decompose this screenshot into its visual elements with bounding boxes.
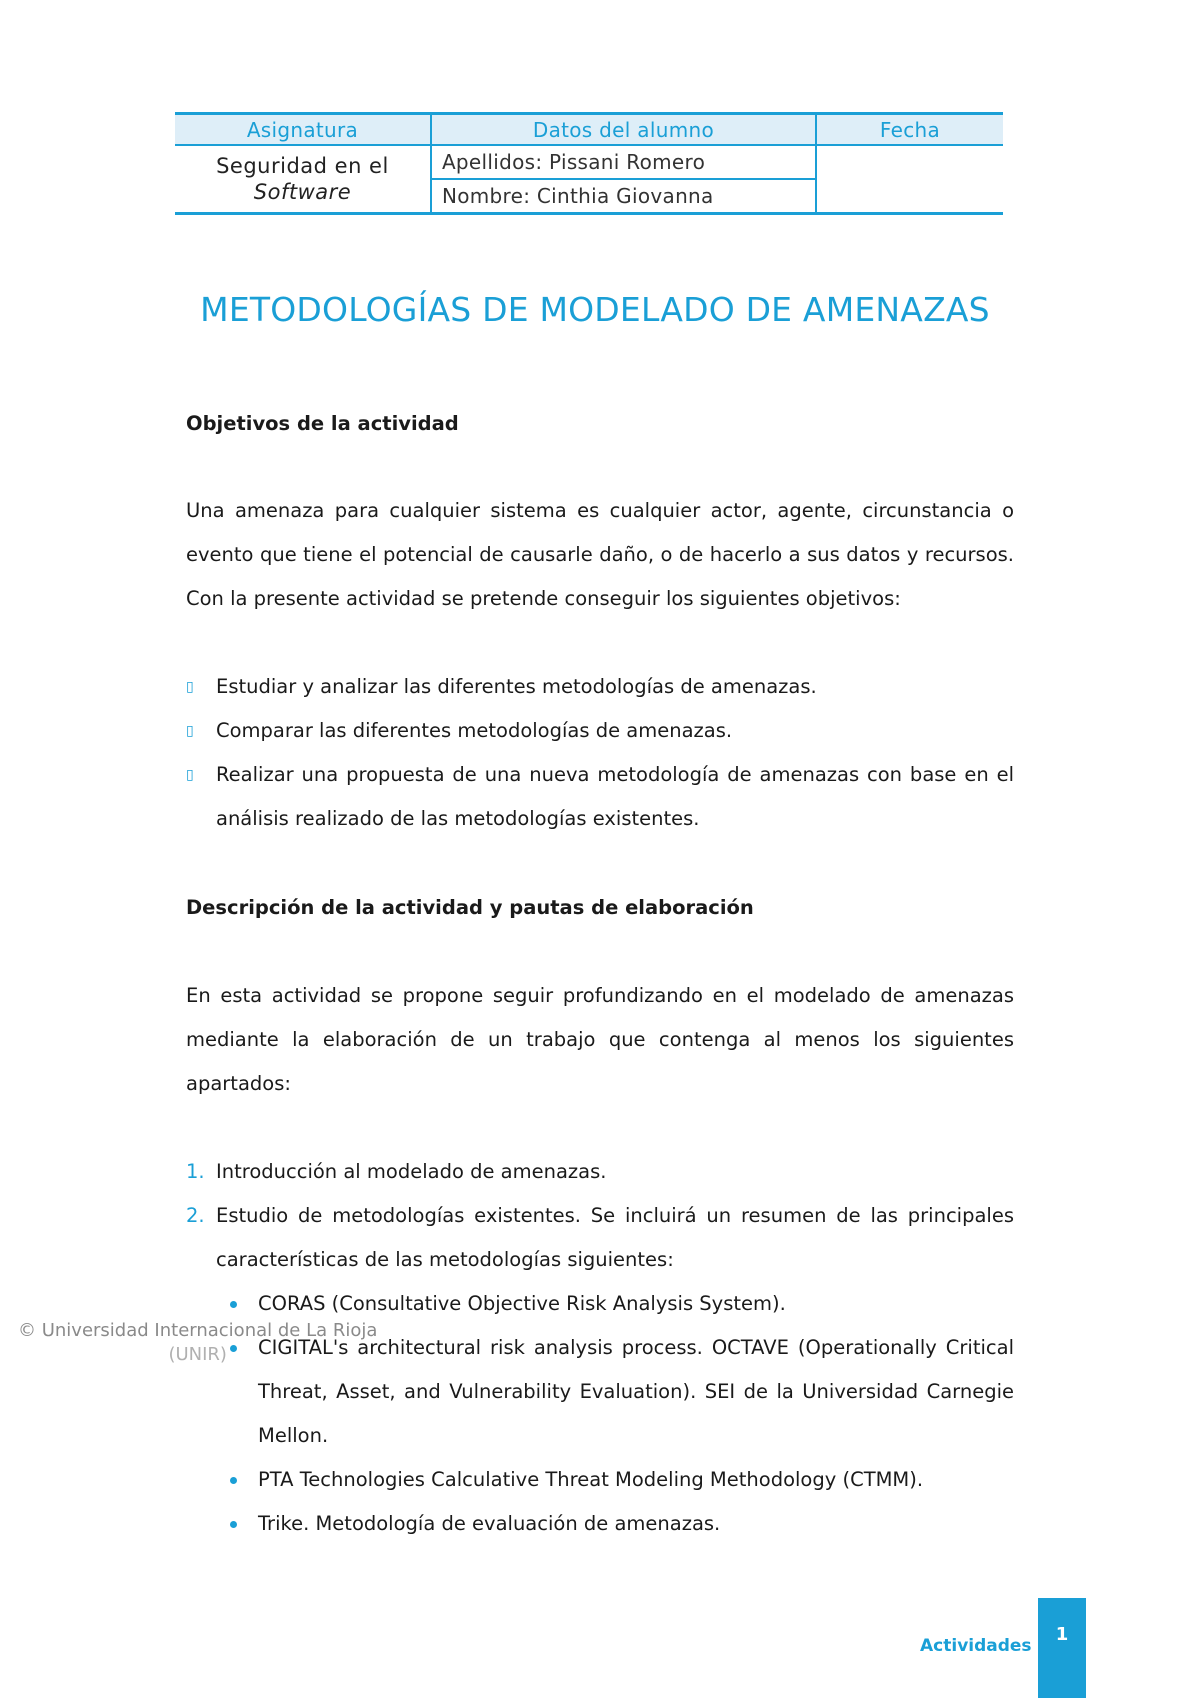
objectives-list xyxy=(186,665,1014,841)
list-item: 1. Introducción al modelado de amenazas. xyxy=(186,1150,1014,1194)
objectives-paragraph: Una amenaza para cualquier sistema es cualquier actor, agente, circunstancia o evento que tiene el potencial de causarle daño, o de hacerlo a sus datos y recursos. Con la presente actividad se pretende conseguir los siguientes objetivos: xyxy=(186,499,1014,610)
bullet-marker-icon: ▯ xyxy=(186,679,194,695)
subject-line1: Seguridad en el xyxy=(216,154,389,178)
surname-field: Apellidos: Pissani Romero xyxy=(431,145,816,179)
section-heading-objectives: Objetivos de la actividad xyxy=(186,412,459,435)
header-table xyxy=(175,112,1003,215)
list-item: ▯ Realizar una propuesta de una nueva metodología de amenazas con base en el análisis realizado de las metodologías existentes. xyxy=(186,753,1014,841)
list-item: ▯ Estudiar y analizar las diferentes metodologías de amenazas. xyxy=(186,665,1014,709)
page-number: 1 xyxy=(1038,1598,1086,1698)
list-item: CIGITAL's architectural risk analysis process. OCTAVE (Operationally Critical Threat, Asset, and Vulnerability Evaluation). SEI de la Universidad Carnegie Mellon. xyxy=(216,1326,1014,1458)
list-number: 1. xyxy=(186,1160,205,1183)
subject-cell xyxy=(175,145,431,214)
page-title: METODOLOGÍAS DE MODELADO DE AMENAZAS xyxy=(200,290,990,329)
bullet-dot-icon xyxy=(230,1301,237,1308)
header-col-date: Fecha xyxy=(816,114,1003,146)
list-item: CORAS (Consultative Objective Risk Analysis System). xyxy=(216,1282,1014,1326)
name-field: Nombre: Cinthia Giovanna xyxy=(431,179,816,214)
copyright-watermark: © Universidad Internacional de La Rioja (UNIR) xyxy=(18,1320,378,1365)
list-item: Trike. Metodología de evaluación de amenazas. xyxy=(216,1502,1014,1546)
bullet-marker-icon: ▯ xyxy=(186,767,194,783)
footer-label: Actividades xyxy=(920,1636,1032,1656)
description-paragraph: En esta actividad se propone seguir profundizando en el modelado de amenazas mediante la elaboración de un trabajo que contenga al menos los siguientes apartados: xyxy=(186,984,1014,1095)
list-item: PTA Technologies Calculative Threat Modeling Methodology (CTMM). xyxy=(216,1458,1014,1502)
list-item: 2. Estudio de metodologías existentes. Se incluirá un resumen de las principales características de las metodologías siguientes: CORAS (Consultative Objective Risk Analysis System). CIGITAL's architectural risk analysis process. OCTAVE (Operationally Critical Threat, Asset, and Vulnerability Evaluation). SEI de la Universidad Carnegie Mellon. PTA Technologies Calculative Threat Modeling Methodology (CTMM). Trike. Metodología de evaluación de amenazas. xyxy=(186,1194,1014,1546)
subject-line2: Software xyxy=(253,180,352,204)
list-item: ▯ Comparar las diferentes metodologías de amenazas. xyxy=(186,709,1014,753)
header-col-subject: Asignatura xyxy=(175,114,431,146)
date-cell xyxy=(816,145,1003,214)
section-heading-description: Descripción de la actividad y pautas de elaboración xyxy=(186,896,754,919)
bullet-dot-icon xyxy=(230,1477,237,1484)
header-col-student: Datos del alumno xyxy=(431,114,816,146)
bullet-marker-icon: ▯ xyxy=(186,723,194,739)
list-number: 2. xyxy=(186,1204,205,1227)
bullet-dot-icon xyxy=(230,1521,237,1528)
